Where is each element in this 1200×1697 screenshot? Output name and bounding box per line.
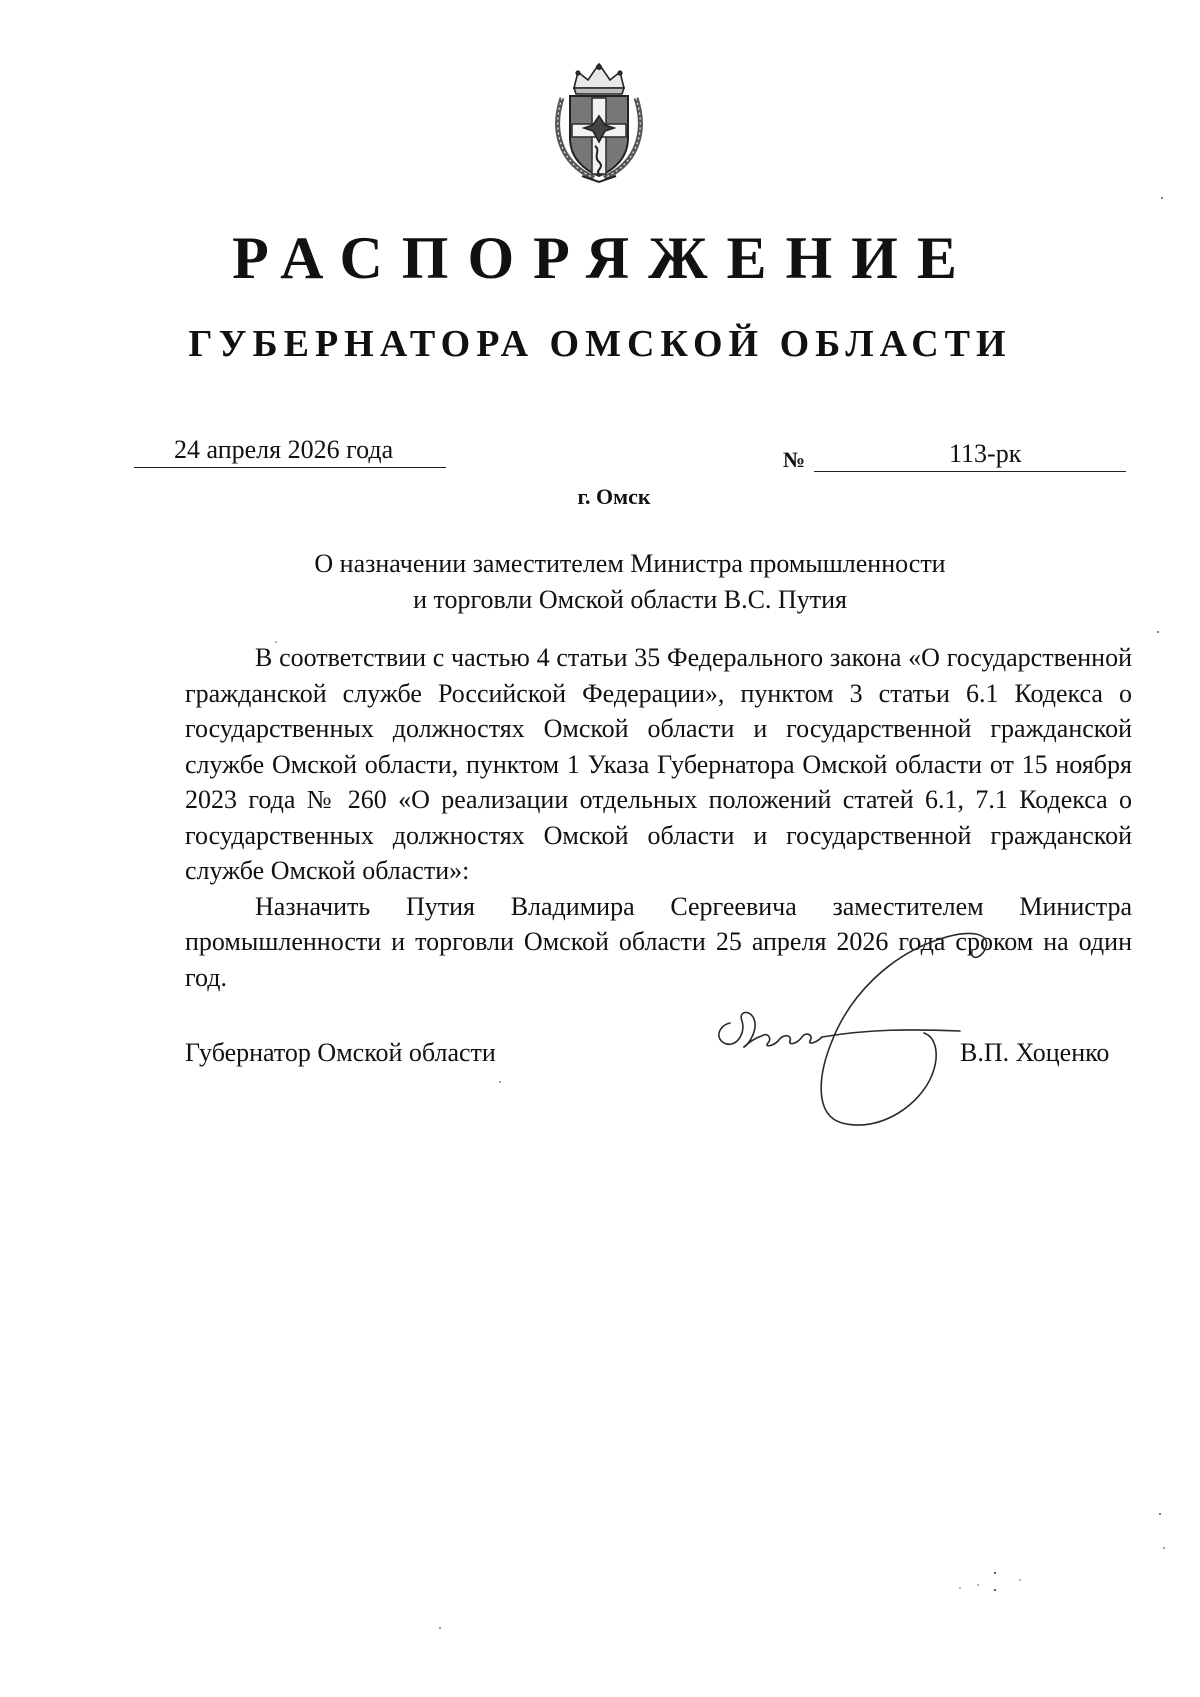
coat-of-arms-icon <box>548 58 650 186</box>
date-value: 24 апреля 2026 года <box>174 435 394 464</box>
body-paragraph-basis: В соответствии с частью 4 статьи 35 Федерального закона «О государственной гражданской службе Российской Федерации», пунктом 3 статьи 6.1 Кодекса о государственных должностях Омской области и государственной гражданской службе Омской области, пунктом 1 Указа Губернатора Омской области от 15 ноября 2023 года № 260 «О реализации отдельных положений статей 6.1, 7.1 Кодекса о государственных должностях Омской области и государственной гражданской службе Омской области»: <box>185 643 1132 885</box>
number-value: 113-рк <box>949 439 1022 468</box>
number-sign: № <box>783 447 806 472</box>
handwritten-signature <box>710 925 1040 1135</box>
document-title: РАСПОРЯЖЕНИЕ <box>232 225 976 291</box>
date-field <box>134 436 446 468</box>
number-field <box>814 440 1126 472</box>
body-paragraph-order: Назначить Путия Владимира Сергеевича заместителем Министра промышленности и торговли Омской области 25 апреля 2026 года сроком на один год. <box>185 891 1132 992</box>
document-subtitle: ГУБЕРНАТОРА ОМСКОЙ ОБЛАСТИ <box>188 323 1012 365</box>
city-name: г. Омск <box>577 484 651 509</box>
signatory-name: В.П. Хоценко <box>960 1038 1110 1067</box>
subject-line-2: и торговли Омской области В.С. Путия <box>413 585 847 614</box>
document-subject <box>180 546 1080 618</box>
signatory-position: Губернатор Омской области <box>185 1038 496 1067</box>
subject-line-1: О назначении заместителем Министра промышленности <box>314 549 946 578</box>
